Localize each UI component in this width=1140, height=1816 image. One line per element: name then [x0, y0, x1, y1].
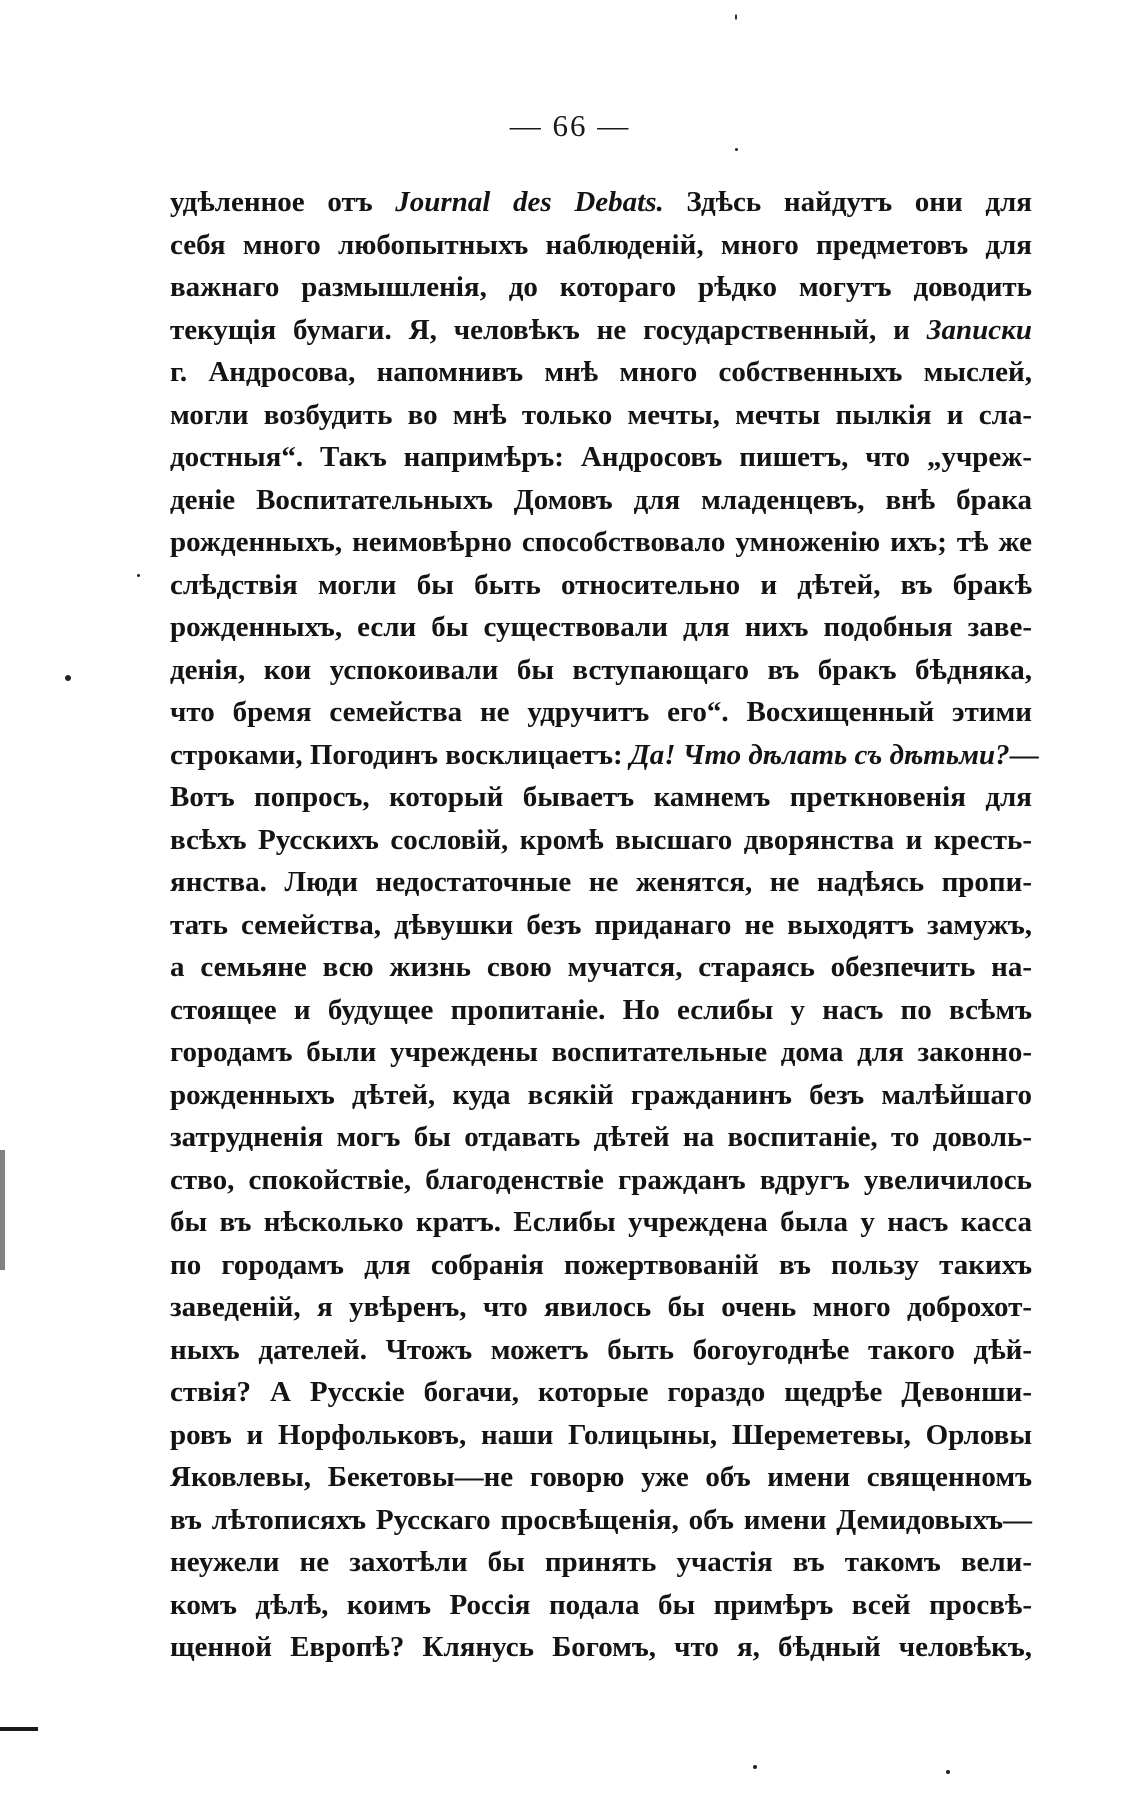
text-line: слѣдствія могли бы быть относительно и дѣтей, въ бракѣ: [170, 568, 1032, 601]
text-line: рожденныхъ, неимовѣрно способствовало умноженію ихъ; тѣ же: [170, 526, 1032, 558]
text-line: себя много любопытныхъ наблюденій, много предметовъ для: [170, 228, 1032, 261]
italic-text: Journal des Debats.: [395, 186, 664, 218]
text-line: деніе Воспитательныхъ Домовъ для младенцевъ, внѣ брака: [170, 483, 1032, 516]
text-line: по городамъ для собранія пожертвованій въ пользу такихъ: [170, 1248, 1032, 1281]
text-line: янства. Люди недостаточные не женятся, не надѣясь пропи-: [170, 866, 1032, 898]
text-line: ныхъ дателей. Чтожъ можетъ быть богоугоднѣе такого дѣй-: [170, 1333, 1032, 1366]
scan-speck: [735, 14, 737, 20]
text-line: ство, спокойствіе, благоденствіе гражданъ вдругъ увеличилось: [170, 1163, 1032, 1196]
scan-speck: [137, 574, 140, 577]
text-line: въ лѣтописяхъ Русскаго просвѣщенія, объ имени Демидовыхъ—: [170, 1503, 1032, 1536]
page-number: — 66 —: [509, 108, 631, 143]
text-line: что бремя семейства не удручитъ его“. Восхищенный этими: [170, 696, 1032, 728]
text-line: щенной Европѣ? Клянусь Богомъ, что я, бѣдный человѣкъ,: [170, 1631, 1032, 1663]
scan-dash-mark: [0, 1727, 38, 1731]
text-line: ствія? А Русскіе богачи, которые гораздо щедрѣе Девонши-: [170, 1376, 1032, 1408]
text-line: Вотъ попросъ, который бываетъ камнемъ преткновенія для: [170, 781, 1032, 813]
scan-speck: [946, 1770, 950, 1774]
text-line: рожденныхъ, если бы существовали для нихъ подобныя заве-: [170, 611, 1032, 643]
text-line: ровъ и Норфольковъ, наши Голицыны, Шереметевы, Орловы: [170, 1418, 1032, 1451]
text-line: бы въ нѣсколько кратъ. Еслибы учреждена была у насъ касса: [170, 1206, 1032, 1238]
text-line: денія, кои успокоивали бы вступающаго въ бракъ бѣдняка,: [170, 653, 1032, 686]
text-line: неужели не захотѣли бы принять участія въ такомъ вели-: [170, 1546, 1032, 1578]
text-line: достныя“. Такъ напримѣръ: Андросовъ пишетъ, что „учреж-: [170, 441, 1032, 473]
text-line: г. Андросова, напомнивъ мнѣ много собственныхъ мыслей,: [170, 356, 1032, 388]
scan-speck: [65, 675, 71, 681]
text-line: рожденныхъ дѣтей, куда всякій гражданинъ безъ малѣйшаго: [170, 1078, 1032, 1111]
body-text: [170, 181, 1039, 1669]
text-line: важнаго размышленія, до котораго рѣдко могутъ доводить: [170, 271, 1032, 303]
scan-speck: [735, 148, 738, 151]
text-line: тать семейства, дѣвушки безъ приданаго не выходятъ замужъ,: [170, 908, 1032, 941]
text-line: комъ дѣлѣ, коимъ Россія подала бы примѣръ всей просвѣ-: [170, 1588, 1032, 1621]
scan-speck: [753, 1765, 757, 1769]
scan-edge-mark: [0, 1150, 5, 1270]
text-line: текущія бумаги. Я, человѣкъ не государственный, и Записки: [170, 313, 1032, 346]
text-line: всѣхъ Русскихъ сословій, кромѣ высшаго дворянства и кресть-: [170, 823, 1032, 856]
text-line: а семьяне всю жизнь свою мучатся, стараясь обезпечить на-: [170, 951, 1032, 983]
text-line: удѣленное отъ Journal des Debats. Здѣсь найдутъ они для: [170, 186, 1032, 218]
text-line: строками, Погодинъ восклицаетъ: Да! Что дѣлать съ дѣтьми?—: [170, 738, 1039, 771]
text-line: стоящее и будущее пропитаніе. Но еслибы у насъ по всѣмъ: [170, 993, 1032, 1026]
text-line: затрудненія могъ бы отдавать дѣтей на воспитаніе, то доволь-: [170, 1121, 1032, 1153]
italic-text: Да! Что дѣлать съ дѣтьми?: [629, 738, 1010, 771]
text-line: городамъ были учреждены воспитательные дома для законно-: [170, 1036, 1032, 1068]
italic-text: Записки: [926, 313, 1032, 346]
text-line: заведеній, я увѣренъ, что явилось бы очень много доброхот-: [170, 1291, 1032, 1323]
text-line: Яковлевы, Бекетовы—не говорю уже объ имени священномъ: [170, 1461, 1032, 1493]
text-line: могли возбудить во мнѣ только мечты, мечты пылкія и сла-: [170, 398, 1032, 431]
